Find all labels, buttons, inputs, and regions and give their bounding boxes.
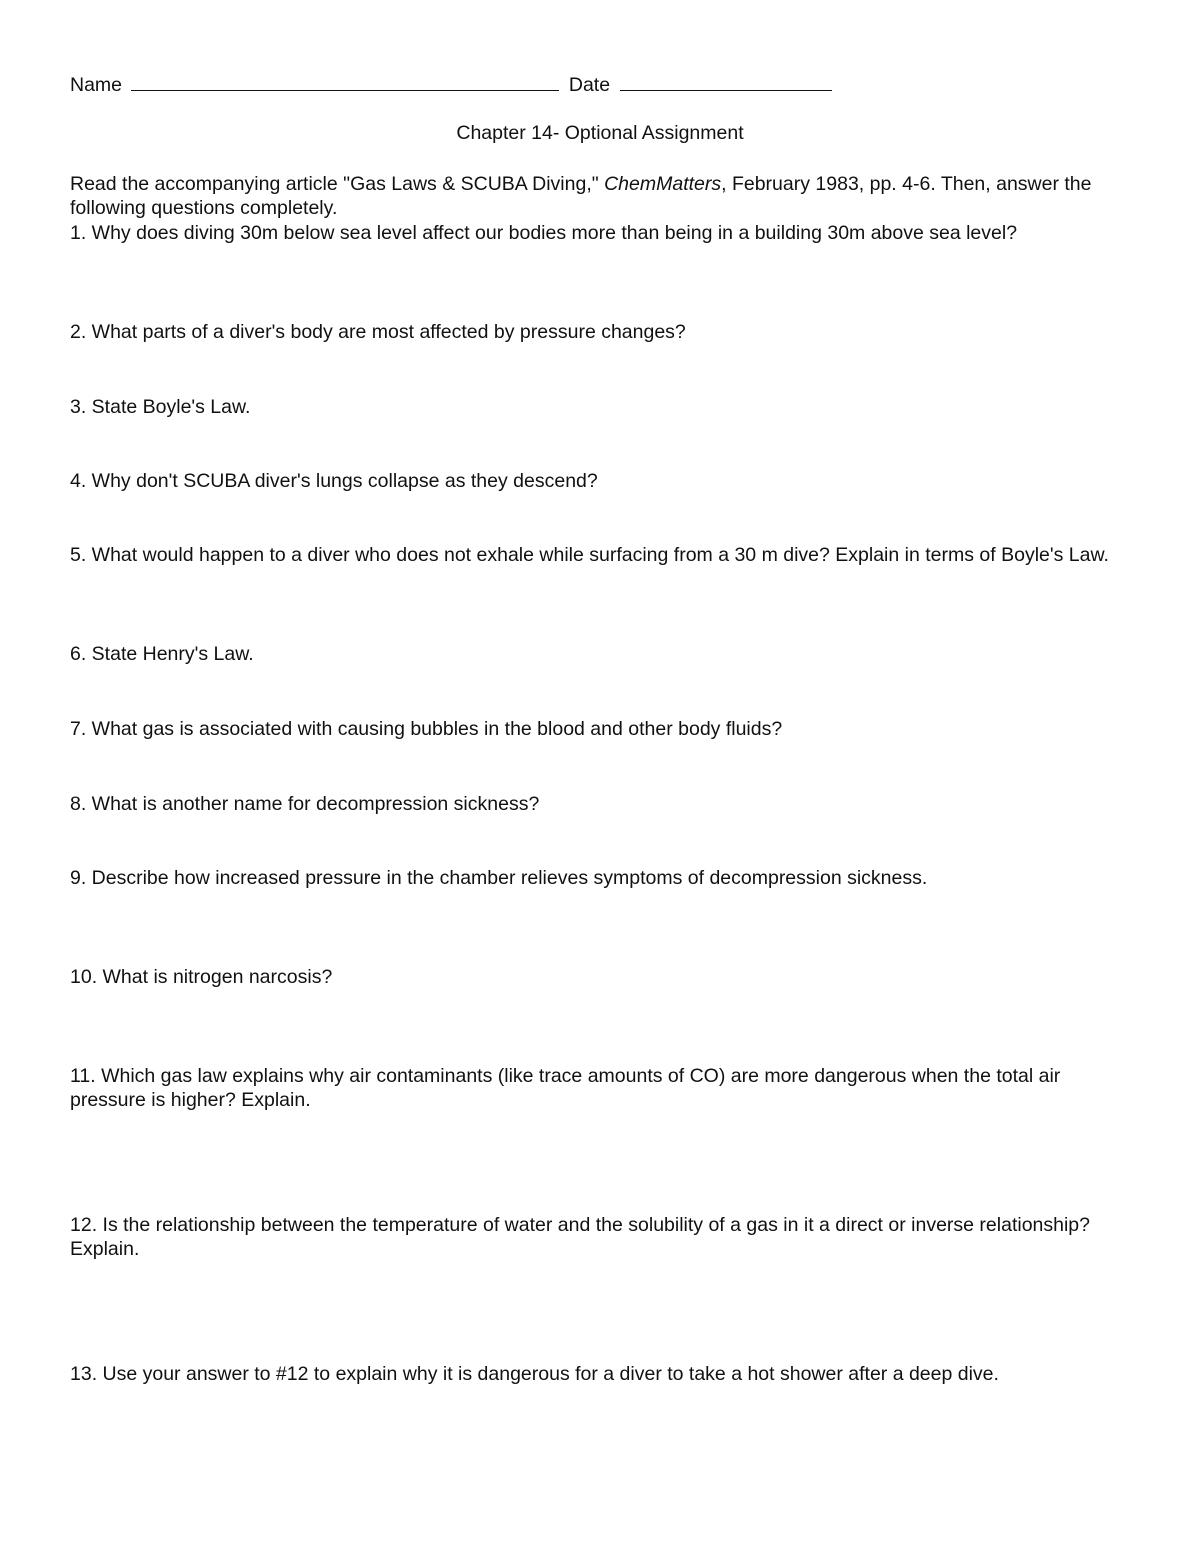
question-7: 7. What gas is associated with causing bubbles in the blood and other body fluids? (70, 718, 783, 740)
date-blank (620, 72, 832, 91)
name-blank (131, 72, 559, 91)
intro-text-after: , February 1983, pp. 4-6. Then, answer the following questions completely. (70, 173, 1092, 219)
question-2: 2. What parts of a diver's body are most affected by pressure changes? (70, 321, 686, 343)
journal-name: ChemMatters (604, 173, 722, 195)
question-13: 13. Use your answer to #12 to explain why it is dangerous for a diver to take a hot shower after a deep dive. (70, 1363, 999, 1385)
question-12: 12. Is the relationship between the temperature of water and the solubility of a gas in it a direct or inverse relationship? Explain. (70, 1214, 1090, 1260)
name-label: Name (70, 74, 123, 96)
page-title: Chapter 14- Optional Assignment (456, 122, 744, 144)
question-3: 3. State Boyle's Law. (70, 396, 251, 418)
question-4: 4. Why don't SCUBA diver's lungs collapse as they descend? (70, 470, 598, 492)
date-label: Date (568, 74, 611, 96)
intro-paragraph (70, 172, 1130, 220)
question-9: 9. Describe how increased pressure in the chamber relieves symptoms of decompression sickness. (70, 867, 928, 889)
question-6: 6. State Henry's Law. (70, 643, 254, 665)
question-1: 1. Why does diving 30m below sea level affect our bodies more than being in a building 30m above sea level? (70, 222, 1018, 244)
question-8: 8. What is another name for decompression sickness? (70, 793, 540, 815)
question-5: 5. What would happen to a diver who does not exhale while surfacing from a 30 m dive? Explain in terms of Boyle's Law. (70, 544, 1109, 566)
intro-text-before: Read the accompanying article "Gas Laws & SCUBA Diving," (70, 173, 605, 195)
question-11: 11. Which gas law explains why air contaminants (like trace amounts of CO) are more dangerous when the total air pressure is higher? Explain. (70, 1065, 1061, 1111)
header-line (70, 72, 1130, 97)
question-10: 10. What is nitrogen narcosis? (70, 966, 333, 988)
